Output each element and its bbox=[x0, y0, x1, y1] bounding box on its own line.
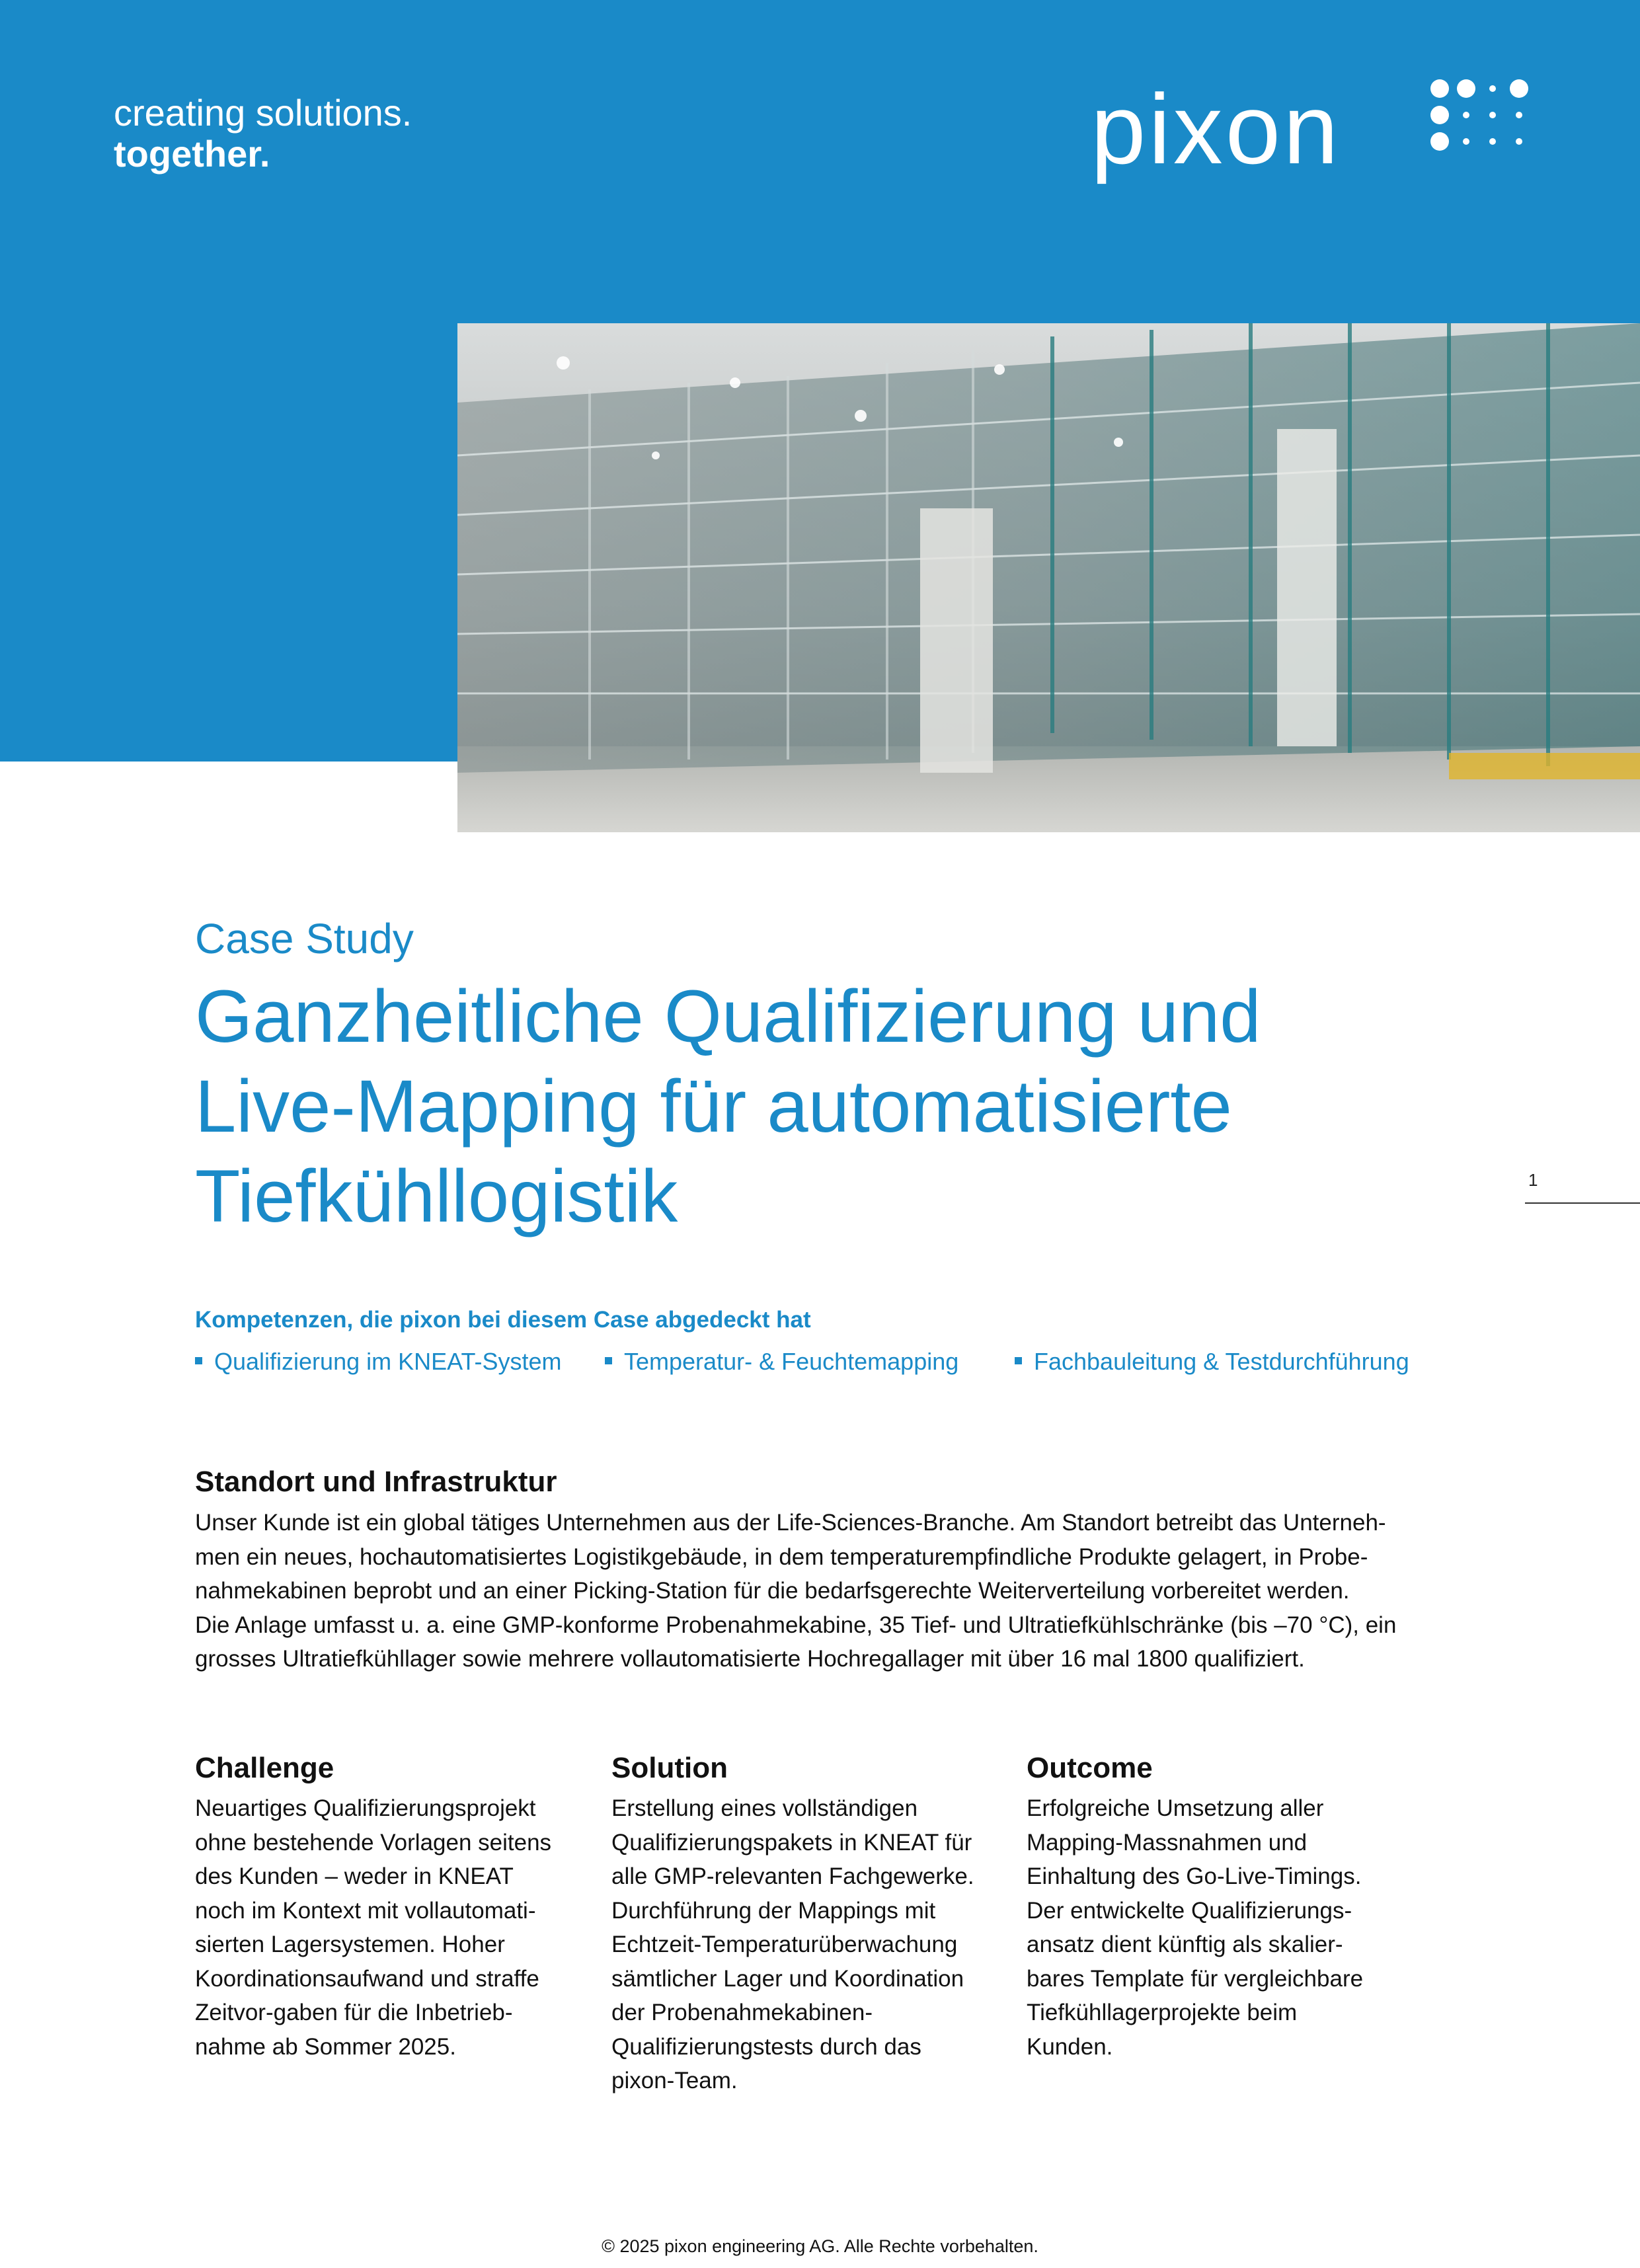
solution-line: sämtlicher Lager und Koordination bbox=[611, 1965, 964, 1992]
solution-line: der Probenahmekabinen- bbox=[611, 2000, 873, 2025]
title-line-1: Ganzheitliche Qualifizierung und bbox=[195, 975, 1261, 1058]
competency-label: Fachbauleitung & Testdurchführung bbox=[1034, 1348, 1409, 1375]
outcome-line: Kunden. bbox=[1027, 2033, 1113, 2060]
intro-line: nahmekabinen beprobt und an einer Picking-Station für die bedarfsgerechte Weiterverteilung vorbereitet werden. bbox=[195, 1578, 1350, 1604]
intro-paragraph bbox=[195, 1506, 1451, 1676]
competency-label: Qualifizierung im KNEAT-System bbox=[214, 1348, 562, 1375]
square-bullet-icon bbox=[605, 1357, 612, 1364]
challenge-line: ohne bestehende Vorlagen seitens bbox=[195, 1829, 552, 1856]
solution-text bbox=[611, 1791, 1001, 2098]
solution-heading: Solution bbox=[611, 1752, 728, 1784]
intro-heading: Standort und Infrastruktur bbox=[195, 1466, 557, 1498]
challenge-line: sierten Lagersystemen. Hoher bbox=[195, 1932, 505, 1957]
tagline bbox=[114, 93, 412, 175]
challenge-text bbox=[195, 1791, 585, 2064]
footer-copyright: © 2025 pixon engineering AG. Alle Rechte vorbehalten. bbox=[602, 2236, 1038, 2256]
outcome-line: ansatz dient künftig als skalier- bbox=[1027, 1932, 1343, 1957]
competency-item bbox=[1015, 1347, 1409, 1376]
solution-line: Durchführung der Mappings mit bbox=[611, 1897, 936, 1924]
solution-line: Echtzeit-Temperaturüberwachung bbox=[611, 1932, 958, 1957]
outcome-line: bares Template für vergleichbare bbox=[1027, 1965, 1364, 1992]
case-study-label: Case Study bbox=[195, 915, 414, 962]
competencies-heading: Kompetenzen, die pixon bei diesem Case abgedeckt hat bbox=[195, 1307, 811, 1333]
square-bullet-icon bbox=[195, 1357, 202, 1364]
page-number-rule bbox=[1525, 1202, 1640, 1204]
challenge-line: des Kunden – weder in KNEAT bbox=[195, 1863, 514, 1889]
hero-warehouse-image bbox=[457, 323, 1640, 832]
solution-line: Qualifizierungspakets in KNEAT für bbox=[611, 1829, 972, 1856]
competency-item bbox=[195, 1347, 561, 1376]
outcome-line: Einhaltung des Go-Live-Timings. bbox=[1027, 1863, 1362, 1889]
challenge-line: Zeitvor-gaben für die Inbetrieb- bbox=[195, 2000, 513, 2025]
logo-wordmark: pixon bbox=[1091, 73, 1341, 184]
page-title bbox=[195, 972, 1451, 1241]
tagline-line-2: together. bbox=[114, 133, 270, 175]
square-bullet-icon bbox=[1015, 1357, 1022, 1364]
competency-item bbox=[605, 1347, 958, 1376]
pixon-logo bbox=[1091, 73, 1553, 192]
solution-line: Qualifizierungstests durch das bbox=[611, 2033, 921, 2060]
intro-line: men ein neues, hochautomatisiertes Logistikgebäude, in dem temperaturempfindliche Produkte gelagert, in Probe- bbox=[195, 1544, 1368, 1570]
intro-line: Unser Kunde ist ein global tätiges Unternehmen aus der Life-Sciences-Branche. Am Standort betreibt das Unterneh- bbox=[195, 1510, 1386, 1536]
intro-line: grosses Ultratiefkühllager sowie mehrere vollautomatisierte Hochregallager mit über 16 mal 1800 qualifiziert. bbox=[195, 1646, 1305, 1672]
challenge-line: Neuartiges Qualifizierungsprojekt bbox=[195, 1795, 536, 1821]
challenge-line: nahme ab Sommer 2025. bbox=[195, 2033, 456, 2060]
logo-dot-pattern-icon bbox=[1421, 73, 1553, 178]
outcome-line: Erfolgreiche Umsetzung aller bbox=[1027, 1795, 1324, 1821]
challenge-line: noch im Kontext mit vollautomati- bbox=[195, 1897, 536, 1924]
outcome-heading: Outcome bbox=[1027, 1752, 1153, 1784]
warehouse-photo bbox=[457, 323, 1640, 832]
title-line-3: Tiefkühllogistik bbox=[195, 1155, 678, 1237]
outcome-line: Der entwickelte Qualifizierungs- bbox=[1027, 1897, 1352, 1924]
tagline-line-1: creating solutions. bbox=[114, 92, 412, 134]
outcome-line: Mapping-Massnahmen und bbox=[1027, 1829, 1308, 1856]
intro-line: Die Anlage umfasst u. a. eine GMP-konforme Probenahmekabine, 35 Tief- und Ultratiefkühlschränke (bis –70 °C), ein bbox=[195, 1612, 1397, 1638]
challenge-heading: Challenge bbox=[195, 1752, 334, 1784]
solution-line: alle GMP-relevanten Fachgewerke. bbox=[611, 1863, 974, 1889]
solution-line: pixon-Team. bbox=[611, 2068, 738, 2093]
page-number: 1 bbox=[1528, 1170, 1538, 1190]
competency-label: Temperatur- & Feuchtemapping bbox=[624, 1348, 959, 1375]
title-line-2: Live-Mapping für automatisierte bbox=[195, 1065, 1232, 1148]
solution-line: Erstellung eines vollständigen bbox=[611, 1795, 918, 1821]
outcome-line: Tiefkühllagerprojekte beim bbox=[1027, 2000, 1298, 2025]
challenge-line: Koordinationsaufwand und straffe bbox=[195, 1965, 539, 1992]
outcome-text bbox=[1027, 1791, 1417, 2064]
